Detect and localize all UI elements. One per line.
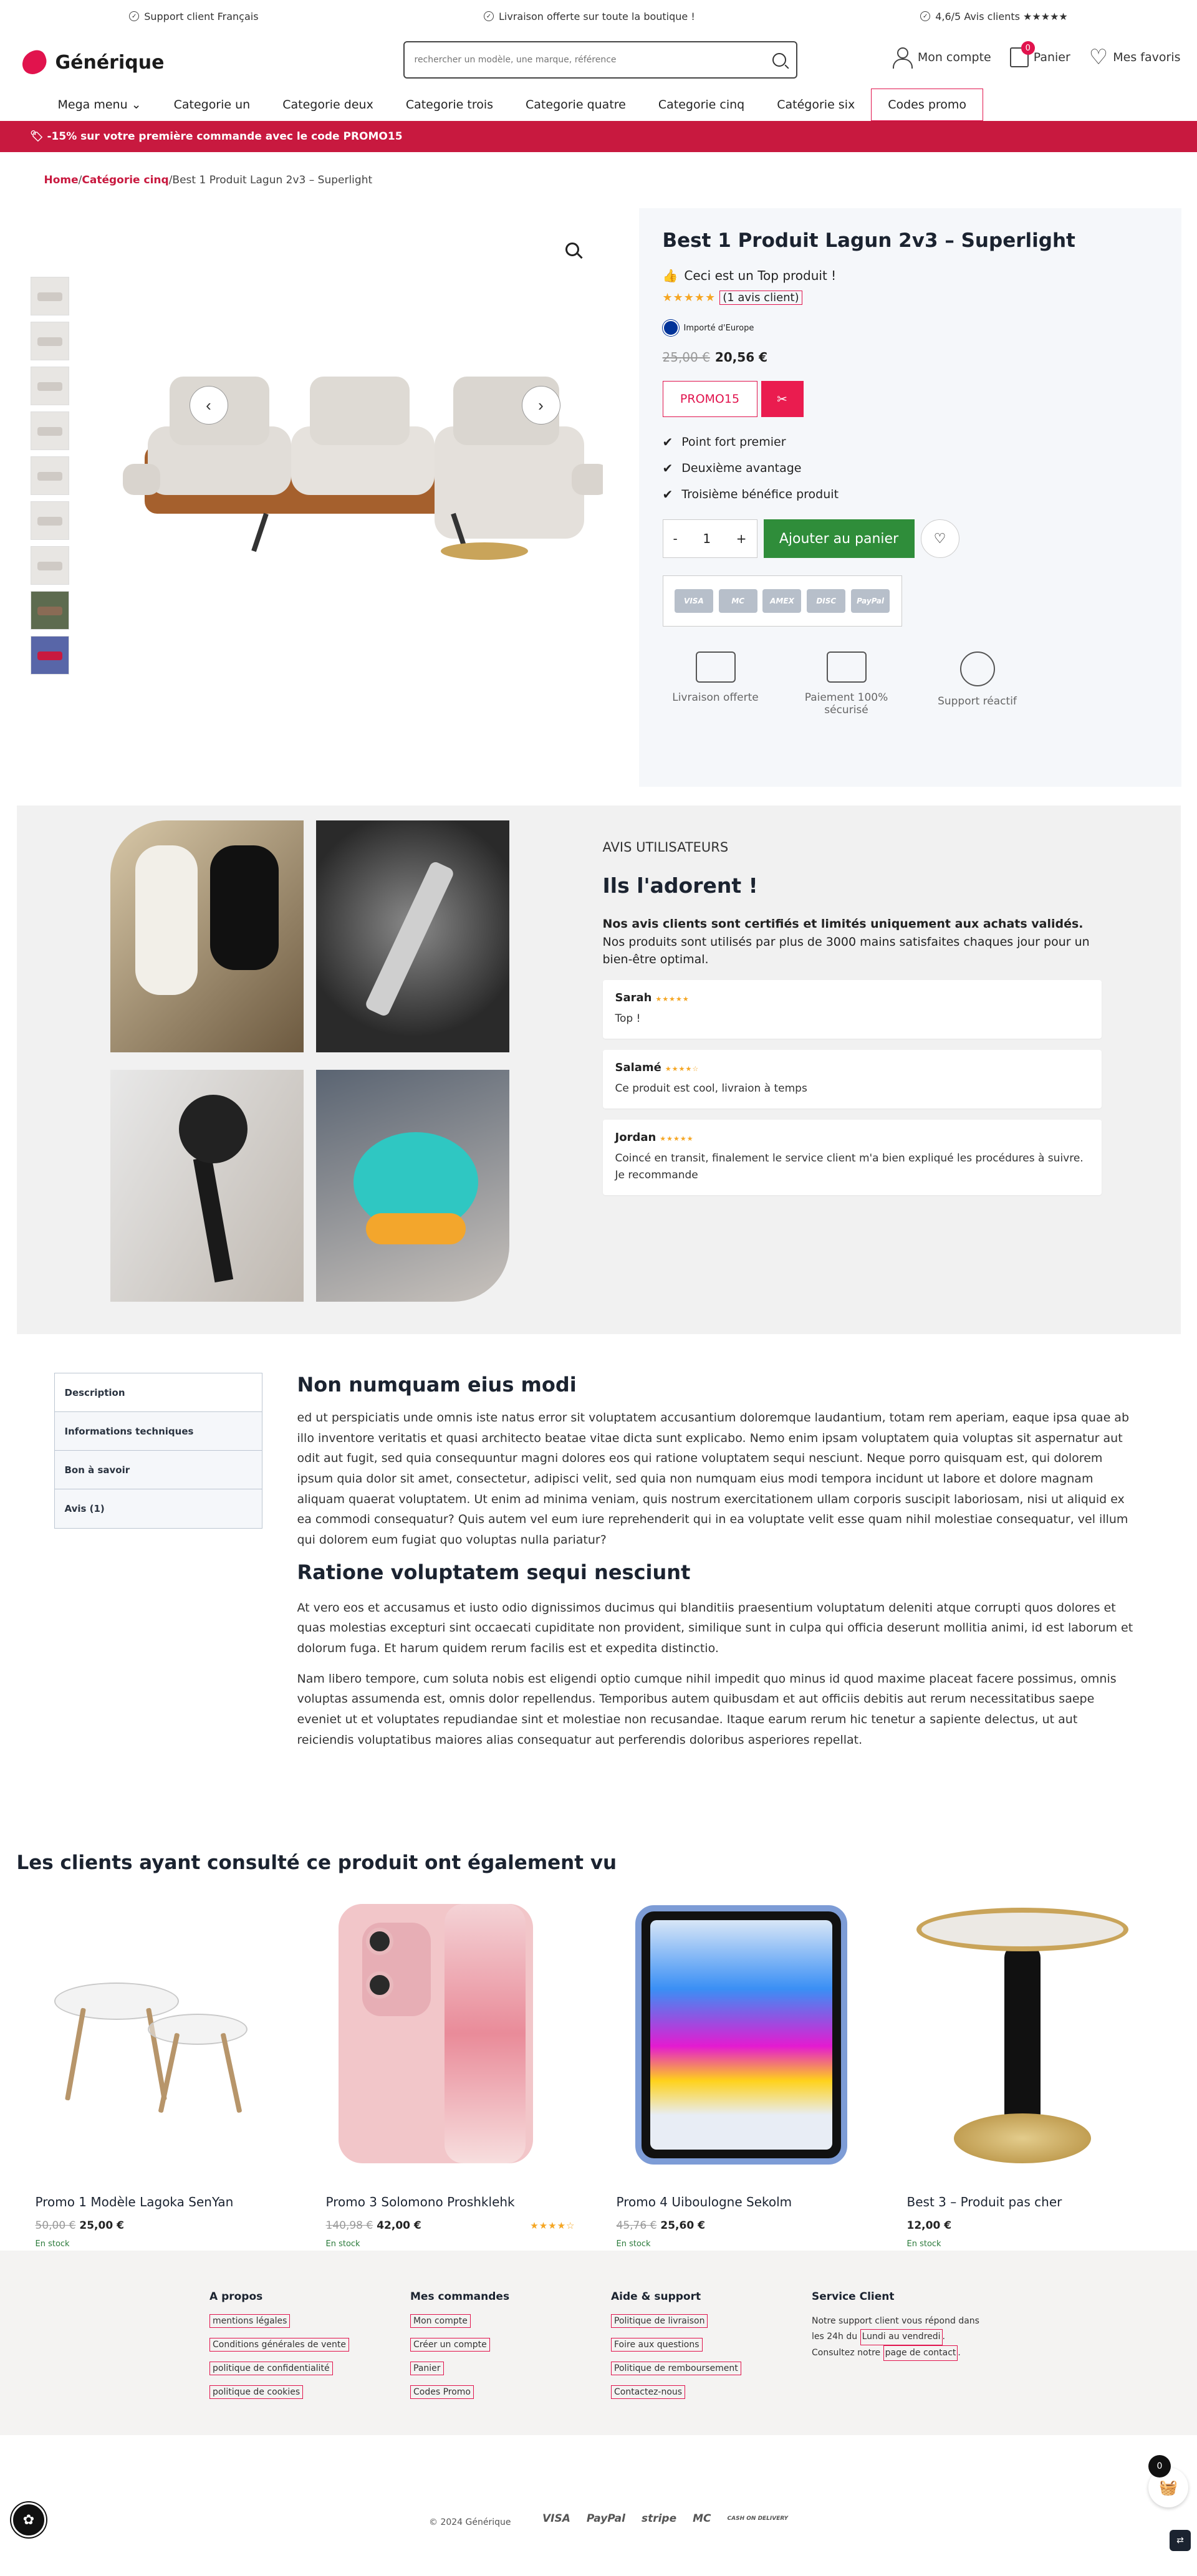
customer-photo [316,1070,509,1302]
topbar-item-delivery [484,11,695,22]
search-input[interactable] [415,55,772,65]
footer-link[interactable]: Créer un compte [410,2338,490,2352]
service-hours-link[interactable]: Lundi au vendredi [860,2329,943,2345]
amex-icon: AMEX [762,589,801,613]
top-product-badge [663,268,1158,283]
footer-col-title: Mes commandes [410,2290,510,2303]
top-product-text: Ceci est un Top produit ! [684,268,837,283]
cash-on-delivery-icon: CASH ON DELIVERY [727,2516,789,2522]
service-label: Paiement 100% sécurisé [804,691,888,716]
nav-item-categorie-deux[interactable]: Categorie deux [282,98,373,112]
reviews-section [17,805,1181,1334]
check-icon: ✔ [662,461,673,476]
current-price: 20,56 € [714,350,767,365]
heart-icon: ♡ [933,531,946,546]
breadcrumb [17,152,1181,208]
mastercard-icon: MC [719,589,757,613]
breadcrumb-category[interactable]: Catégorie cinq [82,174,169,186]
table-base [954,2113,1091,2163]
product-card[interactable] [617,1901,866,2249]
footer-col-orders [410,2290,610,2409]
stock-status: En stock [325,2239,360,2249]
truck-icon [696,651,736,683]
user-icon [892,46,913,69]
thumbnail[interactable] [31,277,69,315]
old-price: 140,98 € [325,2219,373,2232]
phone-shape [339,1904,533,2163]
old-price: 50,00 € [35,2219,76,2232]
customer-photo [110,1070,304,1302]
reviews-link[interactable]: (1 avis client) [719,291,802,305]
phone-camera [362,1923,431,2016]
check-circle-icon: ✓ [484,11,494,21]
search-box [403,41,797,79]
topbar-item-support [129,11,258,22]
current-price: 25,00 € [79,2219,124,2232]
service-label: Livraison offerte [672,691,759,704]
review-stars: ★★★★★ [660,1134,694,1143]
site-header [17,32,1181,89]
footer-col-help [611,2290,810,2409]
footer-col-title: Service Client [812,2290,895,2303]
rating-stars: ★★★★★ [662,291,716,304]
add-to-cart-row [663,519,1158,558]
product-name[interactable]: Promo 3 Solomono Proshklehk [325,2194,515,2209]
footer-link[interactable]: Politique de livraison [611,2314,708,2328]
also-viewed-heading: Les clients ayant consulté ce produit ont également vu [16,1852,617,1874]
nav-item-categorie-trois[interactable]: Categorie trois [405,98,494,112]
nav-item-categorie-cinq[interactable]: Categorie cinq [658,98,745,112]
benefit-text: Deuxième avantage [681,461,802,475]
product-name[interactable]: Promo 1 Modèle Lagoka SenYan [35,2194,234,2209]
cart-count-badge: 0 [1021,41,1035,55]
topbar-text: 4,6/5 Avis clients ★★★★★ [935,10,1068,22]
product-price [36,2219,285,2232]
header-actions [892,43,1181,70]
thumbnail[interactable] [31,546,69,585]
site-logo[interactable] [17,50,165,75]
origin-text: Importé d'Europe [683,323,754,333]
rating-line [663,291,1158,305]
product-title: Best 1 Produit Lagun 2v3 – Superlight [662,229,1075,252]
reviewer-name: Sarah [615,991,652,1004]
add-to-wishlist-button[interactable] [921,519,959,558]
table-leg [220,2033,242,2113]
product-price [326,2219,575,2232]
footer-link[interactable]: Mon compte [410,2314,471,2328]
service-delivery [663,651,769,716]
accessibility-icon[interactable]: ⇄ [1170,2530,1191,2551]
thumbnail[interactable] [31,636,69,675]
product-image[interactable] [617,1901,866,2176]
product-tabs [54,1373,262,1529]
breadcrumb-current: Best 1 Produit Lagun 2v3 – Superlight [172,174,373,186]
promo-banner [0,121,1197,152]
search-icon[interactable] [772,53,786,67]
logo-mark-icon [17,50,49,75]
footer-link[interactable]: mentions légales [209,2314,290,2328]
table-leg [1004,1945,1041,2132]
customer-photo [110,820,304,1052]
nav-item-codes-promo[interactable]: Codes promo [871,89,983,121]
product-name[interactable]: Promo 4 Uiboulogne Sekolm [616,2194,792,2209]
reviews-lead-text: Nos produits sont utilisés par plus de 3000 mains satisfaites chaques jour pour un bien-être optimal. [602,935,1090,966]
service-text-part: . [958,2347,961,2358]
service-support [925,651,1031,716]
cookie-settings-icon[interactable]: ✿ [11,2502,46,2537]
reviews-content [603,840,1120,1195]
description-paragraph: Nam libero tempore, cum soluta nobis est eligendi optio cumque nihil impedit quo minus id quod maxime placeat facere possimus, omnis voluptas assumenda est, omnis dolor repellendus. Temporibus autem quibusdam et aut officiis debitis aut rerum necessitatibus saepe eveniet ut et voluptates repudiandae sint et molestiae non recusandae. Itaque earum rerum hic tenetur a sapiente delectus, ut aut reiciendis voluptatibus maiores alias consequatur aut perferendis doloribus asperiores repellat. [297,1671,1117,1747]
floating-cart-count: 0 [1148,2455,1171,2477]
table-leg [65,2007,86,2100]
coupon-code: PROMO15 [663,381,757,417]
footer-payment-logos [542,2512,788,2525]
check-icon: ✔ [662,435,673,449]
visa-icon: VISA [542,2512,570,2525]
basket-icon: 🧺 [1159,2479,1178,2496]
table-shape [54,1982,179,2020]
shopping-bag-icon [1010,43,1031,67]
coupon [663,381,1158,417]
reviews-lead-bold: Nos avis clients sont certifiés et limités uniquement aux achats validés. [602,917,1084,931]
review-text: Top ! [615,1012,641,1025]
service-text [812,2314,980,2361]
nav-item-categorie-six[interactable]: Catégorie six [777,98,855,112]
tab-bon-a-savoir[interactable]: Bon à savoir [55,1451,262,1489]
product-section [17,208,1181,805]
secure-card-icon [827,651,867,683]
product-summary [639,208,1181,787]
stock-status: En stock [906,2239,941,2249]
quantity-stepper [663,519,757,558]
topbar-item-rating [920,11,1068,22]
visa-icon: VISA [675,589,713,613]
breadcrumb-separator: / [168,174,173,186]
description-heading: Non numquam eius modi [297,1373,577,1396]
review-text: Ce produit est cool, livraion à temps [615,1082,807,1095]
qty-value[interactable]: 1 [703,531,711,546]
reviews-eyebrow: AVIS UTILISATEURS [602,840,729,855]
wishlist-label: Mes favoris [1113,50,1181,64]
check-circle-icon: ✓ [920,11,930,21]
reviewer-name: Salamé [615,1060,661,1074]
stripe-icon: stripe [641,2512,677,2525]
promo-banner-text: 🏷 -15% sur votre première commande avec le code PROMO15 [30,130,403,143]
product-card[interactable] [907,1901,1156,2249]
footer-bottom-bar [0,2435,1197,2559]
product-price [617,2219,866,2232]
thumbs-up-icon: 👍 [662,268,678,283]
benefits-list [663,435,1158,502]
reviews-heading: Ils l'adorent ! [602,873,758,898]
breadcrumb-separator: / [78,174,82,186]
footer-col-service [812,2290,980,2361]
product-main-image [110,314,603,645]
thumbnail[interactable] [31,456,69,495]
current-price: 12,00 € [906,2219,952,2232]
tab-informations-techniques[interactable]: Informations techniques [55,1412,262,1451]
customer-photo [316,820,509,1052]
tablet-shape [635,1905,847,2165]
product-image[interactable] [326,1901,575,2176]
footer-link[interactable]: Codes Promo [410,2385,474,2399]
current-price: 25,60 € [660,2219,705,2232]
main-nav [17,89,1181,121]
service-payment [794,651,900,716]
phone-screen [445,1904,526,2163]
thumbnail[interactable] [31,501,69,540]
old-price: 45,76 € [616,2219,657,2232]
benefit-text: Point fort premier [681,435,786,449]
floating-cart-button[interactable] [1148,2461,1188,2507]
review-text: Coincé en transit, finalement le service client m'a bien expliqué les procédures à suivre. Je recommande [615,1151,1084,1182]
account-link[interactable] [892,46,991,69]
product-card[interactable] [326,1901,575,2249]
benefit-item [663,487,1158,502]
product-image[interactable] [36,1901,285,2176]
current-price: 42,00 € [377,2219,421,2232]
scissors-icon[interactable]: ✂ [761,381,804,417]
nav-item-categorie-un[interactable]: Categorie un [173,98,251,112]
table-shape [148,2014,248,2045]
old-price: 25,00 € [662,350,710,365]
footer-link[interactable]: Panier [410,2362,444,2375]
topbar-text: Livraison offerte sur toute la boutique ! [498,10,695,22]
camera-lens [366,1928,393,1955]
reviewer-name: Jordan [615,1130,656,1144]
logo-text: Générique [55,51,165,74]
cart-label: Panier [1033,50,1070,64]
camera-lens [366,1971,393,1999]
product-card[interactable] [36,1901,285,2249]
service-badges [663,651,1158,716]
nav-item-mega-menu[interactable]: Mega menu ⌄ [57,98,142,112]
topbar-text: Support client Français [144,10,259,22]
eu-flag-icon [663,320,679,336]
top-info-bar [17,0,1181,32]
contact-page-link[interactable]: page de contact [883,2345,958,2362]
tablet-screen [650,1920,832,2150]
reviews-lead [603,915,1120,969]
product-image[interactable] [907,1901,1156,2176]
description-paragraph: ed ut perspiciatis unde omnis iste natus error sit voluptatem accusantium doloremque laudantium, totam rem aperiam, eaque ipsa quae ab illo inventore veritatis et quasi architecto beatae vitae dicta sunt explicabo. Nemo enim ipsam voluptatem quia voluptas sit aspernatur aut odit aut fugit, sed quia consequuntur magni dolores eos qui ratione voluptatem sequi nesciunt. Neque porro quisquam est, qui dolorem ipsum quia dolor sit amet, consectetur, adipisci velit, sed quia non numquam eius modi tempora incidunt ut labore et dolore magnam aliquam quaerat voluptatem. Ut enim ad minima veniam, quis nostrum exercitationem ullam corporis suscipit laboriosam, nisi ut aliquid ex ea commodi consequatur? Quis autem vel eum iure reprehenderit qui in ea voluptate velit esse quam nihil molestiae consequatur, vel illum qui dolorem eum fugiat quo voluptas nulla pariatur? [297,1411,1130,1547]
discover-icon: DISC [807,589,845,613]
nav-item-categorie-quatre[interactable]: Categorie quatre [526,98,626,112]
qty-minus-button[interactable]: - [673,531,678,546]
review-card [603,1120,1102,1195]
benefit-text: Troisième bénéfice produit [681,488,839,501]
table-top [916,1908,1128,1951]
review-card [603,980,1102,1039]
product-name[interactable]: Best 3 – Produit pas cher [906,2194,1062,2209]
service-label: Support réactif [938,695,1017,708]
tab-description[interactable]: Description [55,1373,262,1412]
payment-methods [663,575,902,627]
stock-status: En stock [616,2239,651,2249]
check-icon: ✔ [662,487,673,502]
qty-plus-button[interactable]: + [736,531,747,546]
thumbnail[interactable] [31,322,69,360]
check-circle-icon: ✓ [129,11,139,21]
service-text-part: Notre support client vous répond dans les 24h du [812,2316,979,2342]
paypal-icon: PayPal [586,2512,625,2525]
footer-link[interactable]: Foire aux questions [611,2338,703,2352]
benefit-item [663,461,1158,476]
footer-col-about [209,2290,409,2409]
description-paragraph: At vero eos et accusamus et iusto odio dignissimos ducimus qui blanditiis praesentium voluptatum deleniti atque corrupti quos dolores et quas molestias excepturi sint occaecati cupiditate non provident, similique sunt in culpa qui officia deserunt mollitia animi, id est laborum et dolorum fuga. Et harum quidem rerum facilis est et expedita distinctio. [297,1600,1133,1656]
description-body [297,1373,1136,1760]
paypal-icon: PayPal [851,589,890,613]
price [663,350,1158,365]
mastercard-icon: MC [693,2512,711,2525]
footer-col-title: Aide & support [611,2290,701,2303]
zoom-icon[interactable] [565,243,579,256]
thumbnail[interactable] [31,411,69,450]
tab-avis[interactable]: Avis (1) [55,1489,262,1528]
footer-col-title: A propos [209,2290,263,2303]
headset-icon [960,651,995,686]
site-footer [0,2251,1197,2435]
wishlist-link[interactable] [1089,47,1181,68]
account-label: Mon compte [917,50,991,64]
product-price [907,2219,1156,2232]
cart-link[interactable] [1010,43,1070,67]
description-section [17,1334,1181,1852]
description-heading: Ratione voluptatem sequi nesciunt [297,1560,691,1584]
review-stars: ★★★★☆ [665,1064,699,1073]
thumbnail-strip [31,277,69,681]
footer-link[interactable]: politique de cookies [209,2385,303,2399]
review-stars: ★★★★★ [655,994,690,1003]
thumbnail[interactable] [31,367,69,405]
breadcrumb-home[interactable]: Home [44,174,79,186]
add-to-cart-button[interactable]: Ajouter au panier [764,519,915,558]
stock-status: En stock [35,2239,70,2249]
gallery-next-button[interactable]: › [522,386,560,425]
rating-stars: ★★★★☆ [530,2220,575,2231]
footer-link[interactable]: Conditions générales de vente [209,2338,349,2352]
footer-link[interactable]: politique de confidentialité [209,2362,333,2375]
heart-icon: ♡ [1089,45,1108,70]
service-text-part: . Consultez notre [812,2331,945,2358]
benefit-item [663,435,1158,449]
origin-badge [663,320,1158,336]
copyright: © 2024 Générique [429,2517,511,2527]
also-viewed-section [17,1852,1181,2251]
thumbnail[interactable] [31,591,69,630]
footer-link[interactable]: Contactez-nous [611,2385,685,2399]
review-card [603,1050,1102,1108]
gallery-prev-button[interactable]: ‹ [190,386,228,425]
footer-link[interactable]: Politique de remboursement [611,2362,741,2375]
